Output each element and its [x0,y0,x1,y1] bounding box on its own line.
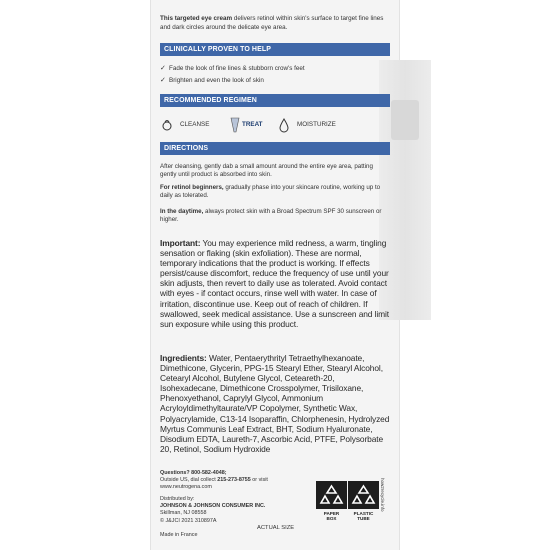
recycle-text: BOX [326,516,337,522]
directions-text: always protect skin with a Broad Spectrum SPF 30 sunscreen or higher. [160,208,382,224]
bullet-item [160,76,264,85]
contact-info [160,470,320,492]
made-in: Made in France [160,532,198,538]
ingredients-label: Ingredients: [160,353,207,363]
important-text: You may experience mild redness, a warm, tingling sensation or flaking (skin exfoliation). These are normal, temporary indications that the product is working. If effects persist/cause discomfort, reduce the frequency of use until your skin adjusts, then revert to daily use as tolerated. Avoid contact with eyes - if contact occurs, rinse well with water. In case of irritation, discontinue use. Keep out of reach of children. If swallowed, seek medical assistance. Use a sunscreen and limit sun exposure while using this product. [160,238,389,329]
step-label: MOISTURIZE [297,121,336,128]
contact-text: or visit [250,477,268,484]
important-label: Important: [160,238,201,248]
distributor-line: Distributed by: [160,496,195,502]
contact-text: Outside US, dial collect [160,477,218,484]
recycle-icon [316,481,347,509]
how2recycle-url: how2recycle.info [380,478,385,512]
recycle-box-paper [316,481,347,509]
step-label: TREAT [242,121,263,128]
recycle-box-plastic [348,481,379,509]
directions-paragraph: After cleansing, gently dab a small amount around the entire eye area, patting gently until product is absorbed into skin. [160,163,373,179]
directions-bold: For retinol beginners, [160,184,224,191]
ingredients-list [160,353,390,454]
ingredients-text: Water, Pentaerythrityl Tetraethylhexanoate, Dimethicone, Glycerin, PPG-15 Stearyl Ether, Stearyl Alcohol, Cetearyl Alcohol, Butylene Glycol, Ceteareth-20, Isohexadecane, Dimethicone Crosspolymer, Trisiloxane, Phenoxyethanol, Caprylyl Glycol, Ammonium Acryloyldimethyltaurate/VP Copolymer, Synthetic Wax, Polyacrylamide, C13-14 Isoparaffin, Chlorphenesin, Hydrolyzed Myrtus Communis Leaf Extract, BHT, Sodium Hyaluronate, Disodium EDTA, Laureth-7, Ascorbic Acid, PTFE, Polysorbate 20, Retinol, Sodium Hydroxide [160,353,390,454]
website-link: www.neutrogena.com [160,484,212,491]
directions-text: gradually phase into your skincare routine, working up to daily as tolerated. [160,184,381,200]
recycle-text: PAPER [323,511,340,516]
intro-bold: This targeted eye cream [160,15,233,22]
distributor-line: © J&JCI 2021 310897A [160,517,217,524]
recycle-icon [348,481,379,509]
recycle-label-plastic [348,511,379,522]
questions-line: Questions? 800-582-4048; [160,470,227,476]
important-warning [160,238,390,329]
bullet-text: Brighten and even the look of skin [169,77,264,84]
checkmark-icon: ✓ [160,65,166,72]
bullet-item [160,64,305,73]
intro-body: delivers retinol within skin's surface to target fine lines and dark circles around the delicate eye area. [160,15,384,31]
intro-text [160,14,390,32]
clinically-heading: CLINICALLY PROVEN TO HELP [160,43,390,56]
actual-size-label: ACTUAL SIZE [257,525,295,531]
contact-phone: 215-273-8755 [217,477,251,484]
step-label: CLEANSE [180,121,210,128]
tube-icon [228,117,242,133]
foam-icon [160,117,174,133]
droplet-icon [277,117,291,133]
regimen-steps [160,113,390,137]
checkmark-icon: ✓ [160,77,166,84]
distributor-company: JOHNSON & JOHNSON CONSUMER INC. [160,503,266,510]
how2recycle-label [316,481,379,524]
recycle-text: TUBE [357,516,370,522]
distributor-line: Skillman, NJ 08558 [160,510,207,517]
regimen-heading: RECOMMENDED REGIMEN [160,94,390,107]
directions-paragraph [160,208,390,225]
directions-heading: DIRECTIONS [160,142,390,155]
bullet-text: Fade the look of fine lines & stubborn crow's feet [169,65,305,72]
distributor-info [160,496,320,525]
directions-bold: In the daytime, [160,208,204,215]
recycle-label-paper [316,511,347,522]
directions-paragraph [160,184,390,201]
recycle-text: PLASTIC [353,511,374,516]
tube-cap-silhouette [391,100,419,140]
